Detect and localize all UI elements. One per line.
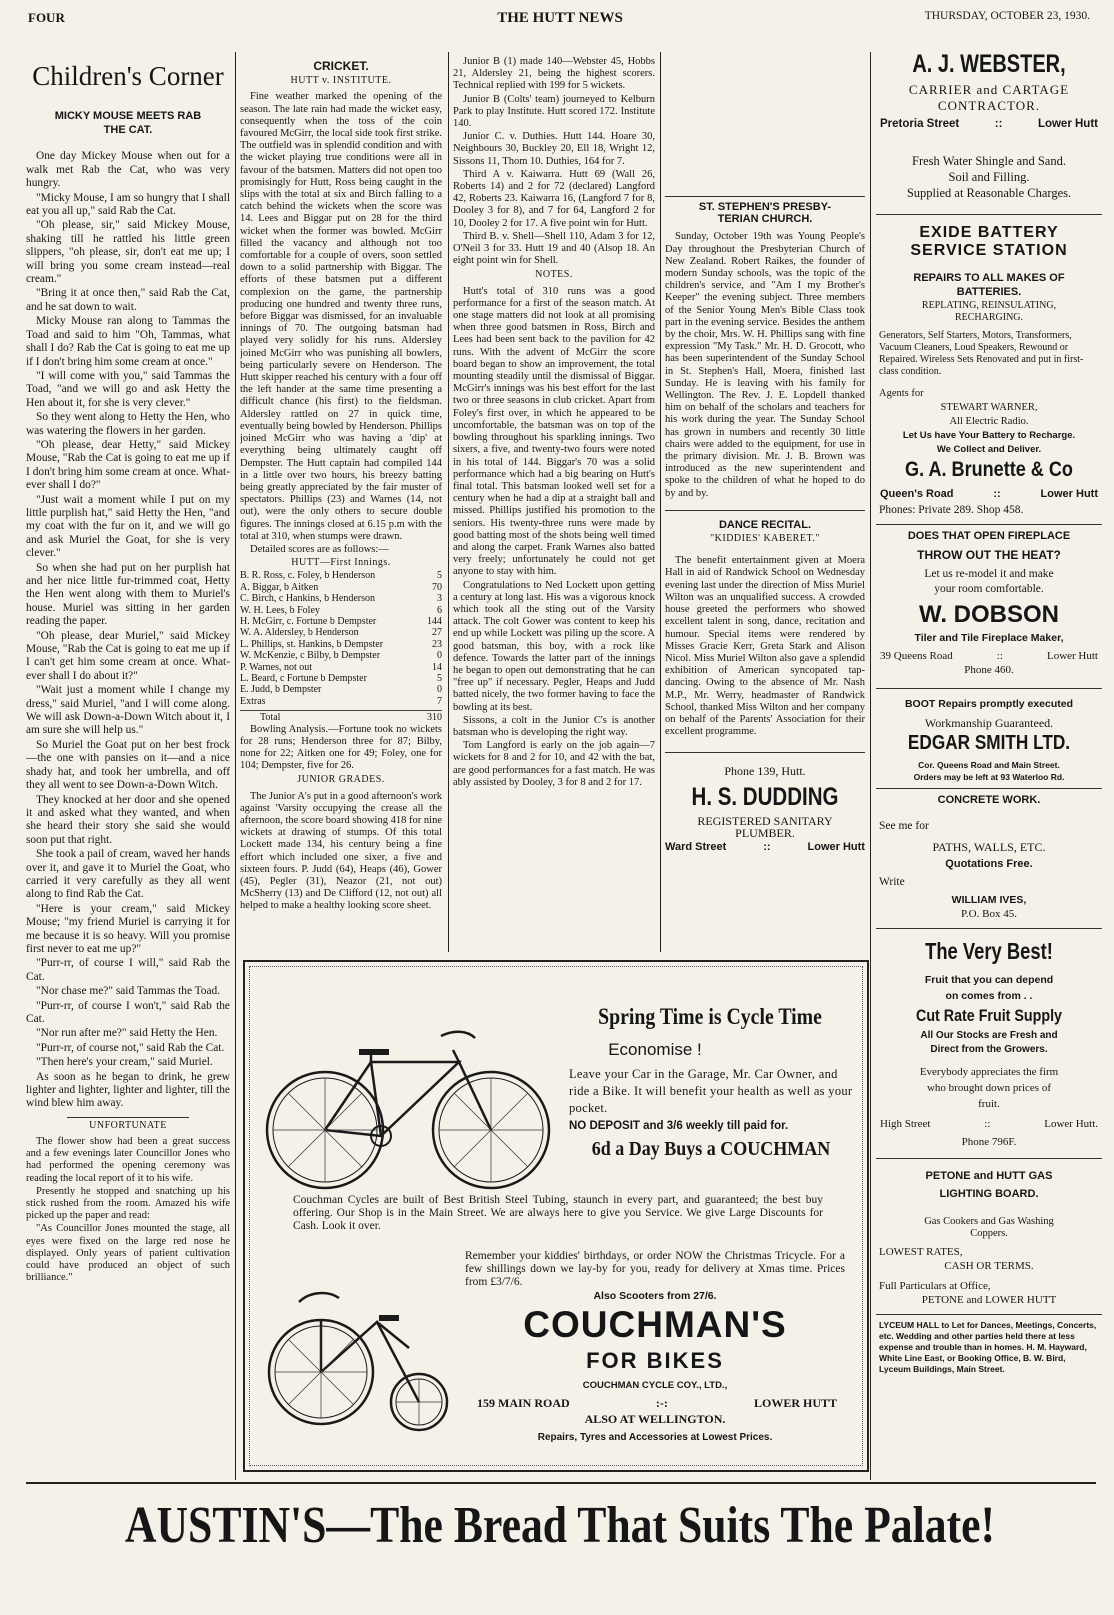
paragraph: "As Councillor Jones mounted the stage, all eyes were fixed on the large red nose he displayed. Only years of patient cultivation could have produced an object of such brilliance." [26,1223,230,1284]
separator: :-: [655,1396,668,1410]
issue-date: THURSDAY, OCTOBER 23, 1930. [924,10,1090,22]
exide-collect: We Collect and Deliver. [936,444,1042,455]
batsman: P. Warnes, not out [240,661,313,673]
cricket-heading: CRICKET. [313,59,369,73]
separator: :: [984,1118,991,1130]
couchman-deposit: NO DEPOSIT and 3/6 weekly till paid for. [569,1120,789,1132]
fruit-name: Cut Rate Fruit Supply [916,1006,1062,1025]
paragraph: As soon as he began to drink, he grew lighter and lighter, lighter and lighter, till the wind blew him away. [26,1070,230,1110]
couchman-for-bikes: FOR BIKES [586,1348,724,1373]
edgar-line: Workmanship Guaranteed. [924,716,1054,730]
paragraph: "Just wait a moment while I put on my little purplish hat," said Hetty the Hen, "and my coat with the fur on it, and we will go and ask Muriel the Goat, for she is very clever." [26,493,230,560]
scorecard-row [240,639,442,650]
couchman-sixd: 6d a Day Buys a COUCHMAN [591,1138,831,1160]
batsman: Extras [240,695,266,707]
dudding-line: REGISTERED SANITARY [697,813,833,828]
gas-line: Gas Cookers and Gas Washing [924,1216,1054,1227]
concrete-quote: Quotations Free. [945,858,1033,870]
bicycle-illustration [253,990,563,1200]
column-rule [235,52,236,1480]
address: 159 MAIN ROAD [477,1396,570,1410]
paragraph: Third B. v. Shell—Shell 110, Adam 3 for 12, O'Neil 3 for 33. Hutt 19 and 40 (Alsop 18. An eight point win for Shell. [453,230,655,267]
paragraph: "Micky Mouse, I am so hungry that I shall eat you all up," said Rab the Cat. [26,191,230,218]
place: Lower Hutt [1046,650,1098,662]
paragraph: Presently he stopped and snatching up his stick rushed from the room. Amazed his wife picked up the paper and read: [26,1185,230,1222]
scorecard-row [240,627,442,638]
paragraph: "Here is your cream," said Mickey Mouse; "my friend Muriel is carrying it for me because it is so heavy. Will you promise first never to eat me up?" [26,902,230,955]
couchman-scooters: Also Scooters from 27/6. [593,1290,717,1302]
couchman-advert [243,960,869,1472]
fireplace-line: Let us re-model it and make [924,568,1054,580]
road: 39 Queens Road [880,650,953,662]
concrete-write: Write [879,876,905,888]
childrens-corner-heading: Children's Corner [32,61,224,91]
batsman: E. Judd, b Dempster [240,684,322,696]
exide-warner: STEWART WARNER, [940,402,1038,413]
scorecard-row [240,696,442,707]
paragraph: "Nor run after me?" said Hetty the Hen. [36,1027,218,1040]
paragraph: "Wait just a moment while I change my dress," said Muriel, "and I will come along. We will ask Down-a-Down Witch about it, I am sure she will help us." [26,684,230,737]
fruit-line: on comes from . . [945,990,1033,1002]
total-label: Total [260,712,281,724]
paragraph: Bowling Analysis.—Fortune took no wickets for 28 runs; Henderson three for 87; Bilby, none for 22; Aitken one for 49; Foley, one for 104; Dempster, five for 26. [240,723,442,772]
separator: :: [996,650,1003,662]
church-title: ST. STEPHEN'S PRESBY- [698,201,832,213]
scorecard-row [240,684,442,695]
scorecard-row [240,673,442,684]
batsman: L. Phillips, st. Hankins, b Dempster [240,638,384,650]
brunette-address [876,488,1102,500]
divider [665,510,865,511]
exide-services: REPLATING, REINSULATING, [921,300,1057,311]
runs: 6 [437,604,442,616]
couchman-body: Remember your kiddies' birthdays, or order NOW the Christmas Tricycle. For a few shillings down we lay-by for you, ready for delivery at Xmas time. Prices from £3/7/6. [465,1250,845,1288]
scorecard-row [240,593,442,604]
divider [665,752,865,753]
paragraph: So Muriel the Goat put on her best frock—the one with pansies on it—and a nice shady hat, and took her umbrella, and off they all went to see Down-a-Down Witch. [26,738,230,792]
batsman: W. McKenzie, c Bilby, b Dempster [240,650,381,662]
paragraph: The flower show had been a great success and a few evenings later Councillor Jones who had performed the opening ceremony was reading the local report of it to his wife. [26,1136,230,1184]
place: Lower Hutt [1037,118,1098,130]
paragraph: "Oh please, dear Muriel," said Mickey Mouse, "Rab the Cat is going to eat me up if I can't get him some cream at once. What-ever shall I do about it?" [26,629,230,682]
paragraph: "I will come with you," said Tammas the Toad, "and we will go and ask Hetty the Hen about it, for she is very clever." [26,369,230,409]
separator: :: [763,840,771,853]
dobson-name: W. DOBSON [918,601,1059,628]
fruit-line: Fruit that you can depend [924,974,1054,986]
paragraph: "Purr-rr, of course I won't," said Rab the Cat. [26,999,230,1025]
exide-services: RECHARGING. [954,312,1024,323]
separator: :: [994,118,1003,130]
austins-banner: AUSTIN'S—The Bread That Suits The Palate! [124,1497,996,1554]
couchman-economise: Economise ! [608,1040,702,1059]
paragraph: The benefit entertainment given at Moera Hall in aid of Randwick School on Wednesday evening last under the direction of Miss Muriel Wilton was an unqualified success. A crowded house greeted the performers who showed excellent talent in song, dance, recitation and humour. Special items were rendered by Misses Gracie Kerr, Greta Stark and Alison Nicol. Miss Muriel Wilton also gave a splendid exhibition of American syncopated tap-dancing. Owing to the absence of Mr. Nash M.P., Mr. Werry, headmaster of Randwick School, thanked Miss Wilton and her company on behalf of the Parents' Association for their excellent programme. [665,555,865,738]
dobson-phone: Phone 460. [964,664,1014,676]
batsman: B. R. Ross, c. Foley, b Henderson [240,570,376,582]
fruit-address [876,1118,1102,1130]
gas-line: PETONE and LOWER HUTT [921,1294,1057,1306]
gas-line: Full Particulars at Office, [879,1280,991,1292]
divider [876,1158,1102,1159]
runs: 14 [432,661,442,673]
paragraph: Hutt's total of 310 runs was a good performance for a first of the season match. At one stage matters did not look at all promising when three good batsmen in Ross, Birch and Lees had been sent back to the pavilion for 42 runs. With the advent of McGirr the score board began to show an improvement, the total mounting steadily until the dismissal of Biggar. McGirr's innings was his best effort for the last two or three seasons in club cricket. Apart from Foley's first over, in which he appeared to be uncomfortable, the batsman was on top of the bowling throughout his sparkling innings. Two sixers, a five, and twenty-two fours were noted in his total of 144. Biggar's 70 was a solid performance which had a big bearing on Hutt's final total. This batsman looked well set for a century when he had a dip at a straight ball and missed. Phillips justified his promotion to the seniors. His twenty-three runs were made by good batting most of the shots being well timed and along the carpet. Frank Warnes also batted very freely; unfortunately he could not get anyone to stay with him. [453,285,655,578]
couchman-name: COUCHMAN'S [523,1304,787,1345]
fruit-line: fruit. [978,1098,1000,1110]
paragraph: "Purr-rr, of course not," said Rab the Cat. [36,1041,225,1054]
edgar-line: BOOT Repairs promptly executed [904,698,1074,710]
place: LOWER HUTT [753,1396,837,1410]
scorecard-row [240,616,442,627]
place: Lower Hutt. [1044,1118,1098,1130]
couchman-also: ALSO AT WELLINGTON. [584,1412,726,1426]
webster-line: Supplied at Reasonable Charges. [906,186,1072,200]
paragraph: Junior C. v. Duthies. Hutt 144. Hoare 30, Neighbours 30, Buckley 20, Ell 18, Wright 12, Sissons 11, Thom 10. Duthies, 164 for 7. [453,131,655,167]
divider [876,214,1102,215]
webster-line: Soil and Filling. [948,170,1030,184]
street: High Street [880,1118,931,1130]
tricycle-illustration [259,1262,459,1442]
total-runs: 310 [427,712,442,724]
gas-title: PETONE and HUTT GAS [925,1170,1053,1182]
scorecard-row [240,570,442,581]
junior-grades-title: JUNIOR GRADES. [297,774,385,786]
edgar-line: Cor. Queens Road and Main Street. [918,760,1060,770]
separator: :: [993,488,1001,500]
paragraph: She took a pail of cream, waved her hands over it, and gave it to Muriel the Goat, who carried it very carefully as they all went along to find Rab the Cat. [26,848,230,901]
paragraph: Sunday, October 19th was Young People's Day throughout the Presbyterian Church of New Zealand. Robert Raikes, the founder of modern Sunday schools, was the topic of the children's service, and "Am I my Brother's Keeper" the evening subject. Three members of the Senior Young Men's Bible Class took part in the evening service. Besides the anthem by the choir, Mrs. W. H. Phillips sang with fine expression "My Task." Mr. H. D. Grocott, who has been superintendent of the Sunday School in St. Stephen's Hall, Moera, finished last Sunday. He is leaving with his family for Wellington. The Rev. J. E. Lopdell thanked him on behalf of the scholars and teachers for his work during the year. The Sunday School has grown in numbers and recently 30 little chairs were added to the equipment, for use in the primary division. Mr. J. B. Brown was introduced as the new superintendent and spoke to the children of what he hoped to do by and by. [665,231,865,499]
fireplace-line: DOES THAT OPEN FIREPLACE [907,530,1071,542]
paragraph: "Oh please, dear Hetty," said Mickey Mouse, "Rab the Cat is going to eat me up if I don't bring him some cream at once. What-ever shall I do?" [26,438,230,492]
fruit-line: Everybody appreciates the firm [919,1066,1059,1078]
concrete-title: CONCRETE WORK. [937,794,1041,806]
fruit-line: Direct from the Growers. [930,1044,1048,1055]
paragraph: Junior B (1) made 140—Webster 45, Hobbs 21, Aldersley 21, being the highest scorers. Technical replied with 199 for 5 wickets. [453,56,655,92]
couchman-repairs: Repairs, Tyres and Accessories at Lowest Prices. [537,1432,773,1443]
concrete-paths: PATHS, WALLS, ETC. [932,840,1046,854]
paragraph: So they went along to Hetty the Hen, who was watering the flowers in her garden. [26,411,230,437]
fruit-line: All Our Stocks are Fresh and [920,1030,1058,1041]
childrens-corner-column [26,58,230,1478]
runs: 5 [437,570,442,582]
gas-title: LIGHTING BOARD. [939,1188,1039,1200]
dudding-line: PLUMBER. [735,825,795,840]
exide-title: SERVICE STATION [910,242,1068,259]
runs: 5 [437,672,442,684]
webster-line: Fresh Water Shingle and Sand. [912,154,1066,168]
dudding-address [665,841,865,853]
church-title: TERIAN CHURCH. [717,213,813,226]
exide-radio: All Electric Radio. [949,416,1029,427]
paragraph: Fine weather marked the opening of the season. The late rain had made the wicket easy, consequently when the toss of the coin favoured McGirr, the local side took first strike. The outfield was in splendid condition and with the wicket playing true conditions were all in favour of the batsmen. Matters did not open too promisingly for Hutt, Ross being caught in the slips with the total at six and Birch falling to a catch behind the wickets when the score was 14. Lees and Biggar put on 28 for the third wicket when the former was bowled. McGirr filled the vacancy and although not too comfortable for a couple of overs, soon settled down to a solid partnership with Biggar. The efforts of these batsmen put a different complexion on the game, the partnership producing one hundred and twenty three runs, before Biggar was dismissed, for an invaluable innings of 70. The outgoing batsman had played very solidly for his runs. Aldersley joined McGirr who was punishing all bowlers, being particularly severe on Henderson. The Hutt skipper reached his century with a four off the left hander at the same time presenting a difficult chance (his first) to the fieldsman. Aldersley rattled on 27 in quick time, eventually being bowled by Henderson. Phillips joined McGirr who was having a 'dip' at everything being ultimately caught off Dempster. The Hutt captain had compiled 144 in a little over two hours, his breezy batting being greatly appreciated by the fair muster of spectators. Phillips (23) and Warnes (14, not out), were the only others to secure double figures. The innings closed at 6.15 p.m with the total at 310, when stumps were drawn. [240,91,442,542]
column-rule [660,52,661,952]
divider [876,1314,1102,1315]
edgar-line: Orders may be left at 93 Waterloo Rd. [913,772,1065,782]
webster-line: CARRIER and CARTAGE [908,82,1070,97]
story-title: MICKY MOUSE MEETS RAB [54,110,202,122]
paragraph: Tom Langford is early on the job again—7 wickets for 8 and 2 for 10, and 42 with the bat, are good performances for a fast match. He was ably assisted by Dooley, 3 for 8 and 2 for 17. [453,740,655,788]
couchman-body: Leave your Car in the Garage, Mr. Car Owner, and ride a Bike. It will benefit your health as well as your pocket. [569,1067,853,1115]
runs: 23 [432,638,442,650]
webster-address [876,118,1102,130]
paragraph: "Then here's your cream," said Muriel. [36,1056,213,1069]
fireplace-line: THROW OUT THE HEAT? [917,548,1061,562]
banner-rule [26,1482,1096,1484]
runs: 0 [437,684,442,696]
paragraph: "Purr-rr, of course I will," said Rab the Cat. [26,957,230,983]
exide-recharge: Let Us have Your Battery to Recharge. [902,430,1076,441]
road: Queen's Road [880,488,954,500]
batsman: H. McGirr, c. Fortune b Dempster [240,615,377,627]
exide-generators: Generators, Self Starters, Motors, Transformers, Vacuum Cleaners, Loud Speakers, Rewound or Repaired. Wireless Sets Renovated and put in first-class condition. [879,330,1084,377]
paragraph: "Nor chase me?" said Tammas the Toad. [36,985,221,998]
paragraph: One day Mickey Mouse when out for a walk met Rab the Cat, who was very hungry. [26,150,230,190]
scorecard-row [240,650,442,661]
church-column [665,56,865,956]
street: Ward Street [665,840,727,853]
dobson-address [876,650,1102,662]
cricket-subheading: HUTT v. INSTITUTE. [290,75,392,87]
runs: 3 [437,593,442,605]
exide-title: EXIDE BATTERY [919,224,1059,241]
paragraph: Micky Mouse ran along to Tammas the Toad and said to him "Oh, Tammas, what shall I do? Rab the Cat is going to eat me up if I don't bring him some cream at once." [26,315,230,368]
lyceum-text: LYCEUM HALL to Let for Dances, Meetings, Concerts, etc. Wedding and other parties held there at less expense and trouble than in homes. H. M. Hayward, White Line East, or Booking Office, B. W. Bird, Lyceum Buildings, Main Street. [879,1320,1097,1374]
concrete-box: P.O. Box 45. [961,908,1017,920]
dance-title: DANCE RECITAL. [718,518,812,531]
unfortunate-title: UNFORTUNATE [89,1119,167,1131]
paragraph: So when she had put on her purplish hat and her nice little fur-trimmed coat, Hetty the Hen went along with them to Muriel's house. Muriel was sitting in her garden reading the paper. [26,561,230,628]
runs: 144 [427,615,442,627]
paragraph: Sissons, a colt in the Junior C's is another batsman who is developing the right way. [453,714,655,738]
notes-title: NOTES. [535,269,573,281]
cricket-column-2 [453,56,655,946]
paragraph: "Bring it at once then," said Rab the Cat, and he sat down to wait. [26,287,230,313]
paragraph: Junior B (Colts' team) journeyed to Kelburn Park to play Institute. Hutt scored 172. Institute 140. [453,93,655,130]
concrete-name: WILLIAM IVES, [951,894,1027,906]
fruit-title: The Very Best! [925,938,1053,964]
dance-subtitle: "KIDDIES' KABERET." [710,533,820,545]
couchman-body: Couchman Cycles are built of Best British Steel Tubing, staunch in every part, and guaranteed; the best buy offering. Our Shop is in the Main Street. We are always here to give you Service. We give Large Discounts for Cash. Look it over. [293,1194,823,1232]
innings-title: HUTT—First Innings. [291,557,391,569]
exide-repairs: REPAIRS TO ALL MAKES OF [913,272,1065,284]
divider [67,1117,189,1118]
scorecard [240,570,442,707]
dudding-phone: Phone 139, Hutt. [724,764,806,779]
paragraph: Detailed scores are as follows:— [250,543,389,555]
cricket-column-1 [240,56,442,956]
gas-line: CASH OR TERMS. [944,1260,1034,1272]
paragraph: Congratulations to Ned Lockett upon getting a century at long last. His was a vigorous knock which took all the sting out of the Varsity attack. The colt Gower was content to keep his end up while Lockett was piling up the score. A good batsman, this boy, with a rock like defence. Towards the latter part of the innings he began to open out demonstrating that he can "free up" if necessary. Pegler, Heaps and Judd batted nicely, the two former having to face the bowling at its best. [453,579,655,713]
paragraph: "Oh please, sir," said Mickey Mouse, shaking till he rattled his little green slippers, "oh please, sir, don't eat me up; I will bring you some cream instead—real cream." [26,219,230,286]
scorecard-row [240,582,442,593]
divider [876,788,1102,789]
divider [876,524,1102,525]
fruit-line: who brought down prices of [926,1082,1052,1094]
paragraph: The Junior A's put in a good afternoon's work against 'Varsity occupying the crease all the afternoon, the score board showing 418 for nine wickets at drawing of stumps. Of this total Lockett made 134, his century being a fine effort which included one sixer, a five and sixteen fours. P. Judd (64), Heaps (46), Gower (45), Pegler (31), Neazor (21, not out) McSherry (13) and De Clifford (12, not out) all helped to make a healthy looking score sheet. [240,790,442,912]
batsman: L. Beard, c Fortune b Dempster [240,672,367,684]
page-number: FOUR [28,10,65,25]
runs: 0 [437,650,442,662]
column-rule [448,52,449,952]
runs: 27 [432,627,442,639]
paragraph: Third A v. Kaiwarra. Hutt 69 (Wall 26, Roberts 14) and 2 for 72 (declared) Langford 42, Roberts 23. Kaiwarra 16, (Langford 7 for 8, Dooley 3 for 8), and 7 for 64, Langford 2 for 10, Dooley 2 for 17. A five point win for Hutt. [453,168,655,229]
gas-line: LOWEST RATES, [879,1246,963,1258]
fireplace-line: your room comfortable. [934,583,1044,595]
brunette-phones: Phones: Private 289. Shop 458. [879,504,1024,516]
divider [665,196,865,197]
divider [876,688,1102,689]
batsman: A. Biggar, b Aitken [240,581,319,593]
runs: 70 [432,581,442,593]
right-ads-column [876,48,1102,1480]
paragraph: They knocked at her door and she opened it and asked what they wanted, and when she heard their story she said she would soon put that right. [26,793,230,846]
runs: 7 [437,695,442,707]
batsman: C. Birch, c Hankins, b Henderson [240,593,375,605]
place: Lower Hutt [1040,488,1098,500]
batsman: W. A. Aldersley, b Henderson [240,627,359,639]
gas-line: Coppers. [970,1228,1008,1239]
webster-line: CONTRACTOR. [937,98,1041,113]
edgar-name: EDGAR SMITH LTD. [907,732,1071,754]
couchman-address [477,1396,837,1411]
brunette-name: G. A. Brunette & Co [905,458,1073,481]
scorecard-total [240,710,442,723]
webster-name: A. J. WEBSTER, [912,50,1066,78]
batsman: W. H. Lees, b Foley [240,604,320,616]
place: Lower Hutt [807,840,865,853]
exide-repairs: BATTERIES. [956,286,1022,298]
couchman-company: COUCHMAN CYCLE COY., LTD., [582,1380,728,1391]
dobson-trade: Tiler and Tile Fireplace Maker, [914,632,1064,644]
newspaper-name: THE HUTT NEWS [497,10,623,26]
story-text [26,150,230,1110]
fruit-phone: Phone 796F. [961,1136,1017,1148]
column-rule [870,52,871,1480]
couchman-headline: Spring Time is Cycle Time [598,1004,822,1029]
dudding-name: H. S. DUDDING [691,782,839,811]
street: Pretoria Street [880,118,960,130]
concrete-see: See me for [879,820,929,832]
exide-agents: Agents for [879,388,924,399]
story-title: THE CAT. [103,124,153,137]
divider [876,928,1102,929]
scorecard-row [240,605,442,616]
scorecard-row [240,662,442,673]
